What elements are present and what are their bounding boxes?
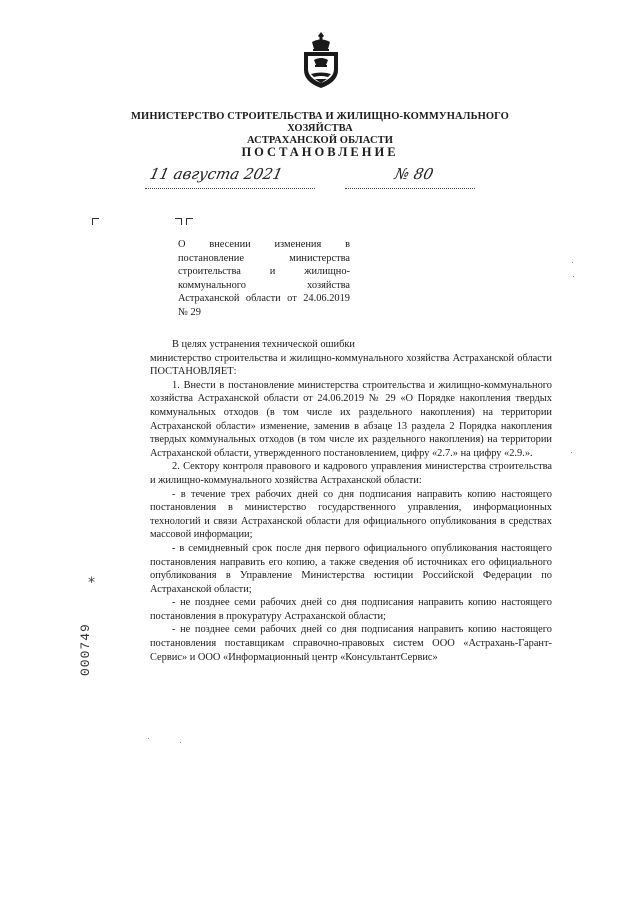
margin-star-mark: * <box>88 575 95 591</box>
document-date: 11 августа 2021 <box>148 165 285 183</box>
body-paragraph-2-item-4: - не позднее семи рабочих дней со дня подписания направить копию настоящего постановления поставщикам справочно-правовых систем ООО «Астрахань-Гарант-Сервис» и ООО «Информационный центр «КонсультантСервис» <box>150 624 552 663</box>
ministry-name-line1: МИНИСТЕРСТВО СТРОИТЕЛЬСТВА И ЖИЛИЩНО-КОММУНАЛЬНОГО ХОЗЯЙСТВА <box>131 111 509 134</box>
document-body <box>150 338 552 664</box>
body-paragraph-1: 1. Внести в постановление министерства строительства и жилищно-коммунального хозяйства Астраханской области от 24.06.2019 № 29 «О Порядке накопления твердых коммунальных отходов (в том числе их раздельного накопления) на территории Астраханской области» изменение, заменив в абзаце 13 раздела 2 Порядка накопления твердых коммунальных отходов (в том числе их раздельного накопления) на территории Астраханской области, утвержденного постановлением, цифру «2.7.» на цифру «2.9.». <box>150 379 552 459</box>
body-intro-line2: министерство строительства и жилищно-коммунального хозяйства Астраханской области ПОСТАНОВЛЯЕТ: <box>150 352 552 378</box>
scan-speck <box>180 742 181 743</box>
corner-mark-left <box>92 218 99 225</box>
body-paragraph-2: 2. Сектору контроля правового и кадрового управления министерства строительства и жилищно-коммунального хозяйства Астраханской области: <box>150 461 552 486</box>
margin-stamp-number: 000749 <box>78 623 93 676</box>
corner-mark-right <box>186 218 193 225</box>
coat-of-arms-icon <box>299 30 343 92</box>
scan-speck <box>148 738 149 739</box>
body-paragraph-2-item-1: - в течение трех рабочих дней со дня подписания направить копию настоящего постановления в министерство государственного управления, информационных технологий и связи Астраханской области для официального опубликования в средствах массовой информации; <box>150 488 552 541</box>
scan-speck <box>571 452 572 453</box>
document-type-title: ПОСТАНОВЛЕНИЕ <box>241 145 399 159</box>
scan-speck <box>572 262 573 263</box>
document-number: № 80 <box>393 165 435 183</box>
ministry-name-line2: АСТРАХАНСКОЙ ОБЛАСТИ <box>246 135 393 146</box>
body-paragraph-2-item-3: - не позднее семи рабочих дней со дня подписания направить копию настоящего постановления в прокуратуру Астраханской области; <box>150 597 552 622</box>
ministry-name <box>110 111 530 147</box>
body-paragraph-2-item-2: - в семидневный срок после дня первого официального опубликования настоящего постановления направить его копию, а также сведения об источниках его официального опубликования в Управление Министерства юстиции Российской Федерации по Астраханской области; <box>150 542 552 595</box>
scan-speck <box>573 276 574 277</box>
corner-mark-mid <box>175 218 182 225</box>
document-subject: О внесении изменения в постановление министерства строительства и жилищно-коммунального хозяйства Астраханской области от 24.06.2019 № 29 <box>178 239 350 318</box>
body-intro-line1: В целях устранения технической ошибки <box>172 339 355 350</box>
